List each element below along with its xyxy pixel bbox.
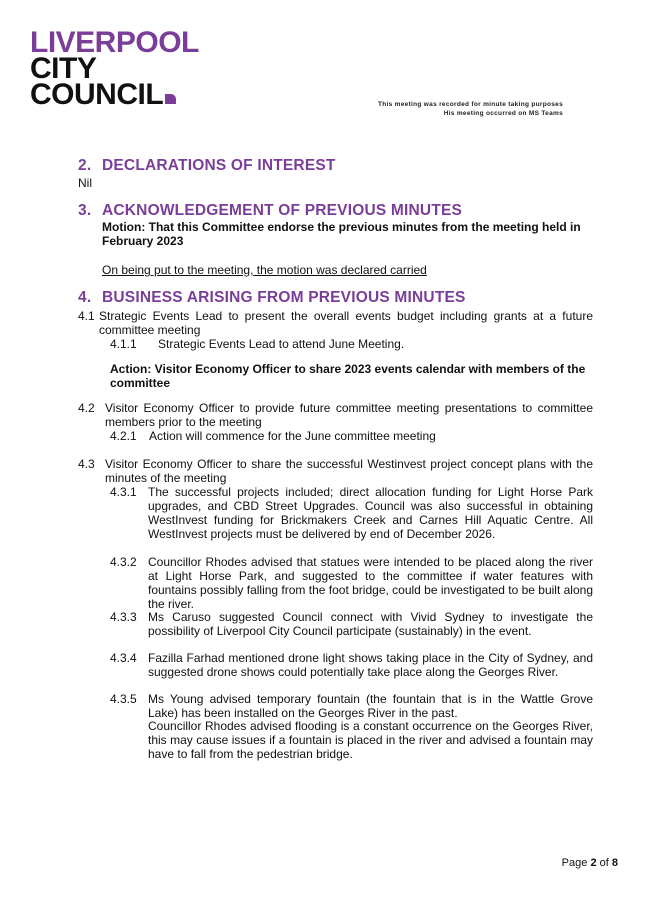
section-3-heading [78,202,462,220]
action-text: Action: Visitor Economy Officer to share 2023 events calendar with members of the committee [110,362,586,390]
item-4-3-1-text: The successful projects included; direct allocation funding for Light Horse Park upgrades, and CBD Street Upgrades. Council was also successful in obtaining WestInvest funding for Brickmakers Creek and Carnes Hill Aquatic Centre. All WestInvest projects must be delivered by end of December 2026. [148,485,593,541]
logo-line-city: CITY [30,52,97,85]
section-number: 2. [78,157,92,174]
item-4-3-3-number: 4.3.3 [110,610,137,624]
item-4-3-3-text: Ms Caruso suggested Council connect with Vivid Sydney to investigate the possibility of Liverpool City Council participate (sustainably) in the event. [148,610,593,638]
item-4-2-1-text: Action will commence for the June committee meeting [149,429,436,443]
of-word: of [599,857,609,869]
current-page: 2 [590,857,597,869]
section-title: DECLARATIONS OF INTEREST [102,157,336,174]
section-title: BUSINESS ARISING FROM PREVIOUS MINUTES [102,289,466,306]
item-4-3-4-text: Fazilla Farhad mentioned drone light shows taking place in the City of Sydney, and suggested drone shows could potentially take place along the Georges River. [148,651,593,679]
item-4-3-5-number: 4.3.5 [110,692,137,706]
item-4-2-text: Visitor Economy Officer to provide future committee meeting presentations to committee members prior to the meeting [105,401,593,429]
logo-line-liverpool: LIVERPOOL [30,26,199,59]
page-number [562,857,618,869]
item-4-3-5-text-2: Councillor Rhodes advised flooding is a constant occurrence on the Georges River, this may cause issues if a fountain is placed in the river and advised a fountain may have to fall from the pedestrian bridge. [148,719,593,761]
motion-text: Motion: That this Committee endorse the previous minutes from the meeting held in February 2023 [102,220,581,248]
recording-note [378,100,563,118]
item-4-3-2-text: Councillor Rhodes advised that statues were intended to be placed along the river at Light Horse Park, and suggested to the committee if water features with fountains possibly falling from the foot bridge, could be investigated to be built along the river. [148,555,593,611]
item-4-3-1-number: 4.3.1 [110,485,137,499]
item-4-2-number: 4.2 [78,401,95,415]
section-number: 4. [78,289,92,306]
item-4-3-5-text-1: Ms Young advised temporary fountain (the fountain that is in the Wattle Grove Lake) has been installed on the Georges River in the past. [148,692,593,720]
page-word: Page [561,857,588,869]
item-4-3-text: Visitor Economy Officer to share the successful Westinvest project concept plans with the minutes of the meeting [105,457,593,485]
section-title: ACKNOWLEDGEMENT OF PREVIOUS MINUTES [102,202,463,219]
logo-line-council [30,78,210,111]
item-4-1-text: Strategic Events Lead to present the overall events budget including grants at a future committee meeting [99,309,593,337]
section-2-heading [78,157,336,175]
recording-note-line-1: This meeting was recorded for minute taking purposes [378,101,563,108]
section-4-heading [78,289,466,307]
item-4-1-1-number: 4.1.1 [110,337,137,351]
section-2-body: Nil [78,176,92,190]
logo-council-text: COUNCIL [30,78,164,111]
item-4-2-1-number: 4.2.1 [110,429,137,443]
item-4-1-1-text: Strategic Events Lead to attend June Meeting. [158,337,405,351]
section-number: 3. [78,202,92,219]
council-logo [30,26,210,111]
total-pages: 8 [611,857,618,869]
recording-note-line-2: His meeting occurred on MS Teams [443,110,563,117]
item-4-1-number: 4.1 [78,309,95,323]
motion-carried-text: On being put to the meeting, the motion was declared carried [102,263,427,277]
item-4-3-4-number: 4.3.4 [110,651,137,665]
item-4-3-number: 4.3 [78,457,95,471]
item-4-3-2-number: 4.3.2 [110,555,137,569]
logo-mark-icon [165,94,176,104]
